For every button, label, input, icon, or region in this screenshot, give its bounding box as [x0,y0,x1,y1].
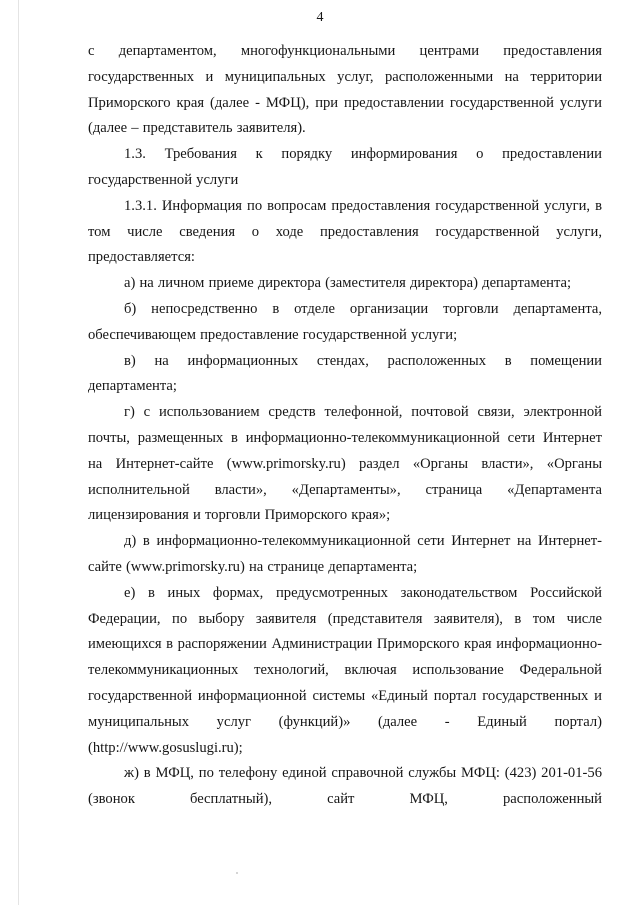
list-item-e: е) в иных формах, предусмотренных законодательством Российской Федерации, по выбору заявителя (представителя заявителя), в том числе имеющихся в распоряжении Администрации Приморского края информационно-телекоммуникационных технологий, включая использование Федеральной государственной информационной системы «Единый портал государственных и муниципальных услуг (функций)» (далее - Единый портал) (http://www.gosuslugi.ru); [88,584,602,756]
list-item-v: в) на информационных стендах, расположенных в помещении департамента; [88,352,602,395]
scan-speck [236,872,238,874]
page-number: 4 [316,10,324,25]
section-heading-1-3: 1.3. Требования к порядку информирования о предоставлении государственной услуги [88,146,602,188]
list-item-a: а) на личном приеме директора (заместителя директора) департамента; [124,275,572,292]
paragraph-1-3-1: 1.3.1. Информация по вопросам предоставления государственной услуги, в том числе сведения о ходе предоставления государственной услуги, предоставляется: [88,197,602,266]
document-body [88,39,602,813]
list-item-zh: ж) в МФЦ, по телефону единой справочной службы МФЦ: (423) 201-01-56 (звонок бесплатный), сайт МФЦ, расположенный [88,765,602,808]
scan-edge-line [18,0,19,905]
list-item-b: б) непосредственно в отделе организации торговли департамента, обеспечивающем предоставление государственной услуги; [88,300,602,343]
paragraph-representative-definition: с департаментом, многофункциональными центрами предоставления государственных и муниципальных услуг, расположенными на территории Приморского края (далее - МФЦ), при предоставлении государственной услуги (далее – представитель заявителя). [88,43,602,137]
list-item-d: д) в информационно-телекоммуникационной сети Интернет на Интернет-сайте (www.primorsky.ru) на странице департамента; [88,533,602,575]
list-item-g: г) с использованием средств телефонной, почтовой связи, электронной почты, размещенных в информационно-телекоммуникационной сети Интернет на Интернет-сайте (www.primorsky.ru) раздел «Органы власти», «Органы исполнительной власти», «Департаменты», страница «Департамента лицензирования и торговли Приморского края»; [88,404,602,524]
